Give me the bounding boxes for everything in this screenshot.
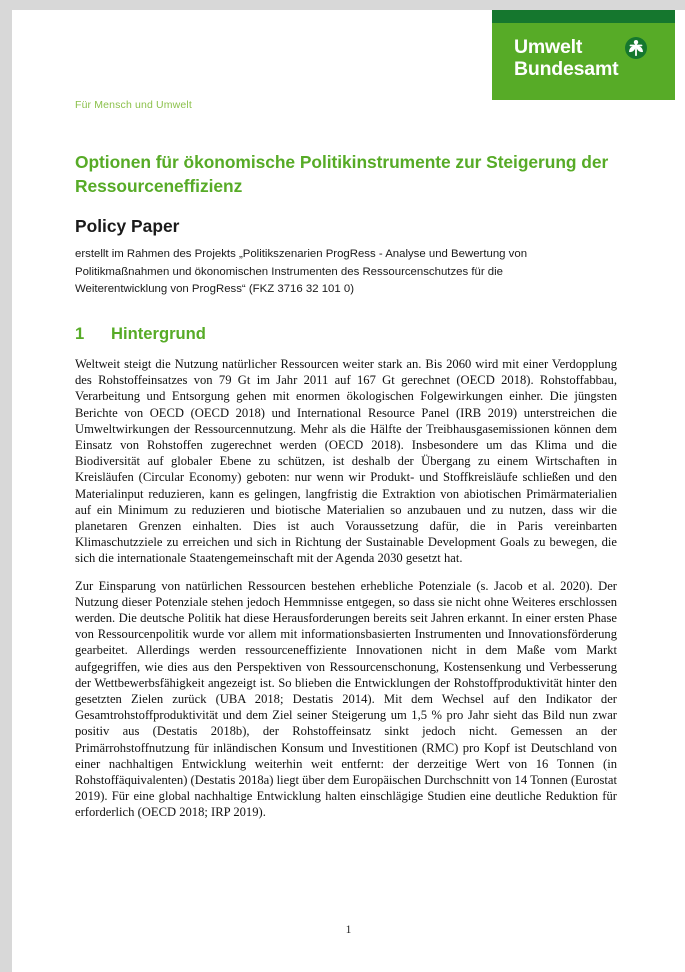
body-paragraph: Weltweit steigt die Nutzung natürlicher Ressourcen weiter stark an. Bis 2060 wird mit einer Verdopplung des Rohstoffeinsatzes von 79 Gt im Jahr 2011 auf 167 Gt gerechnet (OECD 2018). Rohstoffabbau, Verarbeitung und Entsorgung gehen mit enormen ökologischen Folgewirkungen einher. Die jüngsten Berichte von OECD (OECD 2018) und International Resource Panel (IRB 2019) unterstreichen die Umweltwirkungen der Ressourcennutzung. Mehr als die Hälfte der Treibhausgasemissionen können dem Einsatz von Rohstoffen zugerechnet werden (OECD 2018). Insbesondere um das Klima und die Biodiversität auf globaler Ebene zu schützen, ist deshalb der Übergang zu einem Wirtschaften in Kreisläufen (Circular Economy) geboten: nur wenn wir Produkt- und Stoffkreisläufe schließen und den Materialinput reduzieren, kann es gelingen, langfristig die Extraktion von abiotischen Primärmaterialien auf ein Minimum zu reduzieren und biotische Materialien so anzubauen und zu nutzen, dass wir die planetaren Grenzen einhalten. Dies ist auch Voraussetzung dafür, die in Paris vereinbarten Klimaschutzziele zu erreichen und sich in Richtung der Sustainable Development Goals zu bewegen, die sich die internationale Staatengemeinschaft mit der Agenda 2030 gesetzt hat. xyxy=(75,357,617,566)
logo-content xyxy=(514,36,647,80)
page-number: 1 xyxy=(345,924,352,936)
claim-line: Für Mensch und Umwelt xyxy=(75,99,192,111)
page-title: Optionen für ökonomische Politikinstrumente zur Steigerung der Ressourceneffizienz xyxy=(75,151,609,196)
umweltbundesamt-logo xyxy=(492,10,675,100)
document-type-subtitle: Policy Paper xyxy=(75,216,180,237)
section-heading-hintergrund xyxy=(75,324,206,344)
project-credit-text: erstellt im Rahmen des Projekts „Politikszenarien ProgRess - Analyse und Bewertung von Politikmaßnahmen und ökonomischen Instrumenten des Ressourcenschutzes für die Weiterentwicklung von ProgRess“ (FKZ 3716 32 101 0) xyxy=(75,248,528,296)
logo-top-band xyxy=(492,10,675,23)
document-page xyxy=(12,10,685,972)
section-title: Hintergrund xyxy=(111,324,206,343)
section-number: 1 xyxy=(75,324,85,343)
body-paragraph: Zur Einsparung von natürlichen Ressourcen bestehen erhebliche Potenziale (s. Jacob et al. 2020). Der Nutzung dieser Potenziale stehen jedoch Hemmnisse entgegen, so dass sie nicht ohne Weiteres erschlossen werden. Die deutsche Politik hat diese Herausforderungen bereits seit Jahren erkannt. In einer ersten Phase von Ressourcenpolitik wurde vor allem mit informationsbasierten Instrumenten und Innovationsförderung gearbeitet. Allerdings werden ressourceneffiziente Innovationen nicht in dem Maße vom Markt aufgegriffen, wie dies aus den Perspektiven von Ressourcenschonung, Kostensenkung und Verbesserung der Wettbewerbsfähigkeit angezeigt ist. So blieben die Entwicklungen der Rohstoffproduktivität hinter den gesetzten Zielen zurück (UBA 2018; Destatis 2014). Mit dem Wechsel auf den Indikator der Gesamtrohstoffproduktivität und dem Ziel seiner Steigerung um 1,5 % pro Jahr sieht das Bild nun zwar positiv aus (Destatis 2018b), der Rohstoffeinsatz sinkt jedoch nicht. Gemessen an der Primärrohstoffnutzung für inländischen Konsum und Investitionen (RMC) pro Kopf ist Deutschland von einer nachhaltigen Entwicklung weiterhin weit entfernt: der derzeitige Wert von 16 Tonnen (in Rohstoffäquivalenten) (Destatis 2018a) liegt über dem Europäischen Durchschnitt von 14 Tonnen (Eurostat 2019). Für eine global nachhaltige Entwicklung halten einschlägige Studien eine deutliche Reduktion für erforderlich (OECD 2018; IRP 2019). xyxy=(75,578,617,820)
body-content xyxy=(75,356,617,832)
logo-wordmark: Umwelt Bundesamt xyxy=(514,36,619,80)
umweltbundesamt-figure-icon xyxy=(625,37,647,64)
